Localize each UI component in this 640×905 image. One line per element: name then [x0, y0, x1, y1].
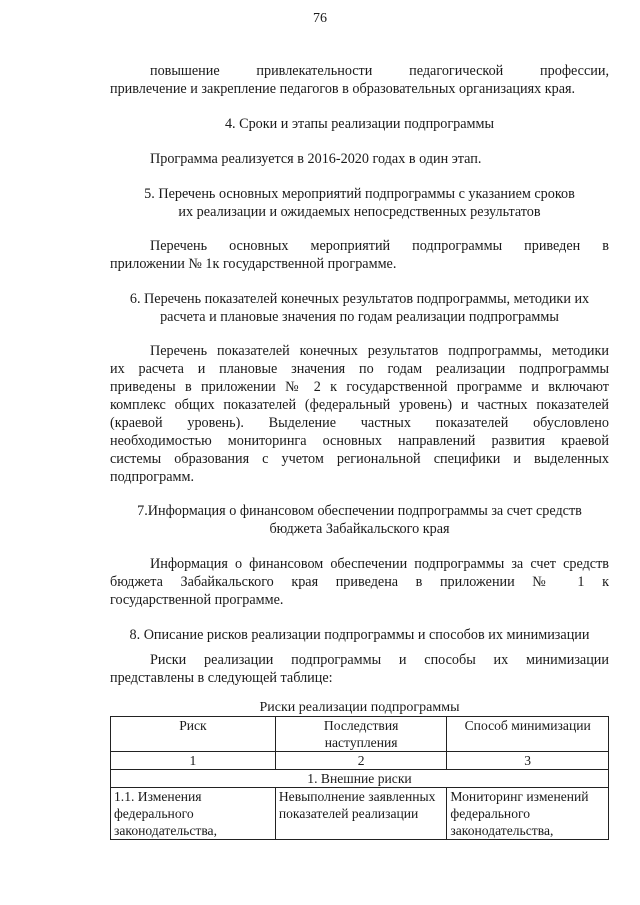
section-7-heading-line-2: бюджета Забайкальского края — [269, 521, 450, 537]
section-5-heading-line-1: 5. Перечень основных мероприятий подпрограммы с указанием сроков — [144, 186, 575, 202]
page-number: 76 — [313, 11, 327, 26]
section-7-text-line-2: бюджета Забайкальского края приведена в приложении № 1 к — [110, 574, 609, 590]
table-group-row — [111, 770, 609, 788]
table-header-cell: Способ минимизации — [447, 717, 609, 752]
table-header-cell: Последствия наступления — [275, 717, 447, 752]
section-6-text-line: (краевой уровень). Выделение частных показателей обусловлено — [110, 415, 609, 431]
table-number-row — [111, 752, 609, 770]
table-number-cell: 3 — [447, 752, 609, 770]
intro-line-2: привлечение и закрепление педагогов в образовательных организациях края. — [110, 81, 576, 97]
section-7-text-line-3: государственной программе. — [110, 592, 284, 608]
section-7-text-line-1: Информация о финансовом обеспечении подпрограммы за счет средств — [150, 556, 609, 572]
intro-line-1: повышение привлекательности педагогической профессии, — [150, 63, 609, 79]
table-number-cell: 1 — [111, 752, 276, 770]
risk-table — [110, 716, 609, 840]
table-cell-mitigation: Мониторинг изменений федерального законодательства, — [447, 788, 609, 840]
section-6-text-line: Перечень показателей конечных результатов подпрограммы, методики — [150, 343, 609, 359]
section-8-heading: 8. Описание рисков реализации подпрограммы и способов их минимизации — [129, 627, 590, 643]
section-8-text-line-1: Риски реализации подпрограммы и способы их минимизации — [150, 652, 609, 668]
table-group-cell: 1. Внешние риски — [111, 770, 609, 788]
table-header-row — [111, 717, 609, 752]
section-5-heading-line-2: их реализации и ожидаемых непосредственных результатов — [178, 204, 541, 220]
section-7-heading-line-1: 7.Информация о финансовом обеспечении подпрограммы за счет средств — [137, 503, 582, 519]
section-6-text-line: необходимостью мониторинга основных направлений развития краевой — [110, 433, 609, 449]
table-row — [111, 788, 609, 840]
table-cell-risk: 1.1. Изменения федерального законодательства, — [111, 788, 276, 840]
section-4-heading: 4. Сроки и этапы реализации подпрограммы — [224, 116, 495, 132]
section-6-heading-line-1: 6. Перечень показателей конечных результатов подпрограммы, методики их — [129, 291, 590, 307]
section-4-text: Программа реализуется в 2016-2020 годах в один этап. — [150, 151, 482, 167]
table-cell-consequence: Невыполнение заявленных показателей реализации — [275, 788, 447, 840]
section-6-text-line: их расчета и плановые значения по годам реализации подпрограммы — [110, 361, 609, 377]
section-6-text-line: системы образования с учетом региональной специфики и выделенных — [110, 451, 609, 467]
section-8-text-line-2: представлены в следующей таблице: — [110, 670, 333, 686]
section-5-text-line-2: приложении № 1к государственной программе. — [110, 256, 397, 272]
table-number-cell: 2 — [275, 752, 447, 770]
table-caption: Риски реализации подпрограммы — [259, 700, 460, 715]
section-6-text-line: приведены в приложении № 2 к государственной программе и включают — [110, 379, 609, 395]
table-header-cell: Риск — [111, 717, 276, 752]
section-6-text-line: подпрограмм. — [110, 469, 194, 485]
section-6-text-line: комплекс общих показателей (федеральный уровень) и частных показателей — [110, 397, 609, 413]
section-6-heading-line-2: расчета и плановые значения по годам реализации подпрограммы — [160, 309, 559, 325]
section-5-text-line-1: Перечень основных мероприятий подпрограммы приведен в — [150, 238, 609, 254]
